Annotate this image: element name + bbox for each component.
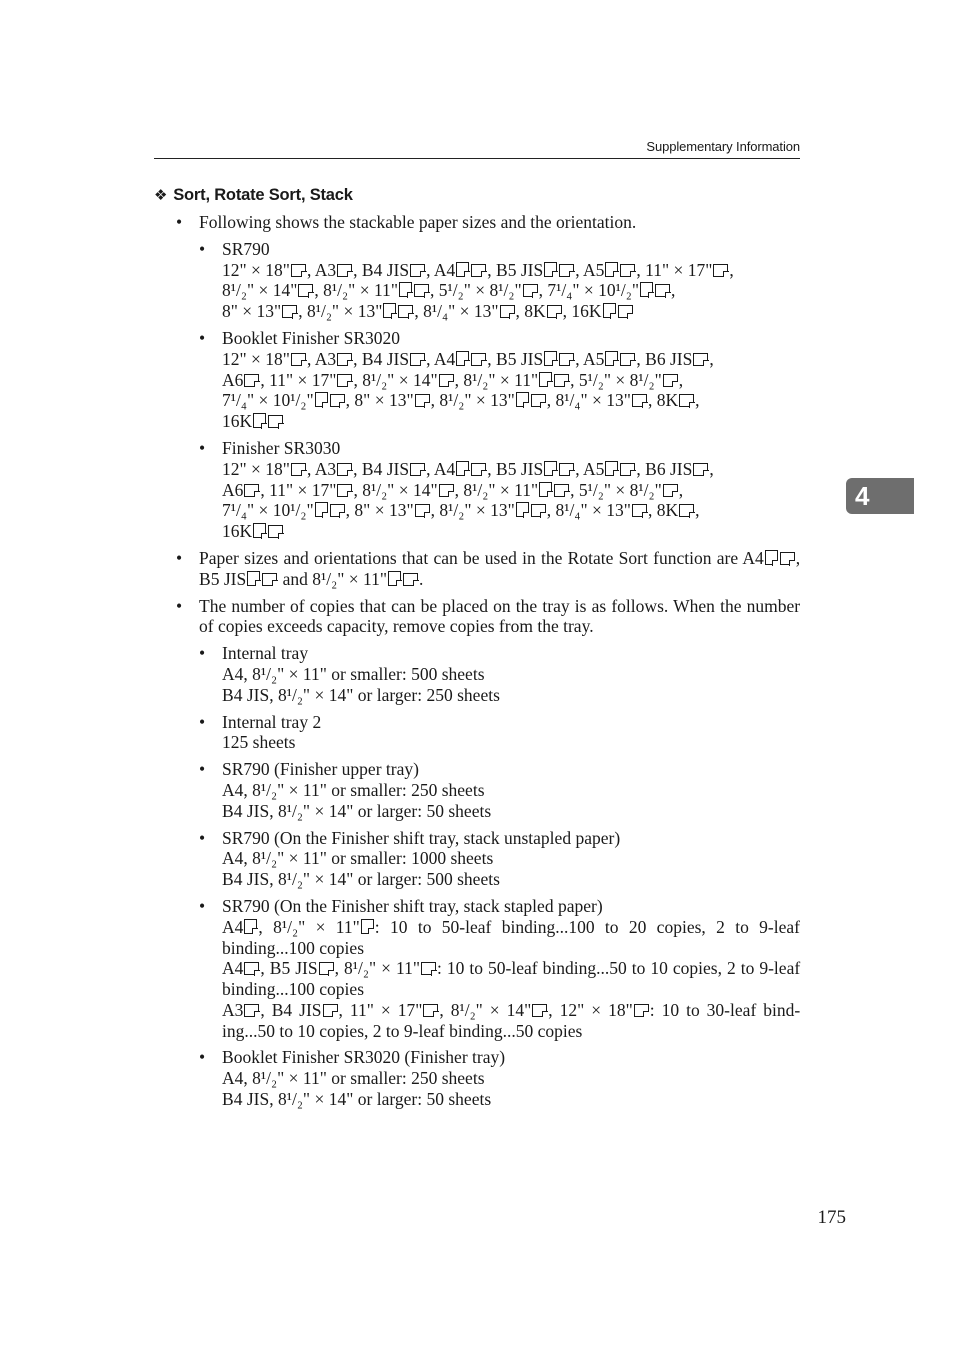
landscape-orientation-icon <box>414 284 429 297</box>
landscape-orientation-icon <box>620 264 635 277</box>
landscape-orientation-icon <box>632 394 647 407</box>
landscape-orientation-icon <box>531 394 546 407</box>
landscape-orientation-icon <box>693 353 708 366</box>
bullet-text: The number of copies that can be placed on the tray is as follows. When the number of copies exceeds capacity, remove copies from the tray. <box>199 595 801 637</box>
sub-bullet-line: 12" × 18" , A3 , B4 JIS , A4 , B5 JIS , A5 , B6 JIS , <box>222 458 714 479</box>
bullet-dot-icon: • <box>199 711 206 732</box>
landscape-orientation-icon <box>523 284 538 297</box>
portrait-orientation-icon <box>456 461 469 476</box>
portrait-orientation-icon <box>383 303 396 318</box>
landscape-orientation-icon <box>291 353 306 366</box>
portrait-orientation-icon <box>539 372 552 387</box>
landscape-orientation-icon <box>282 305 297 318</box>
landscape-orientation-icon <box>337 374 352 387</box>
landscape-orientation-icon <box>268 525 283 538</box>
landscape-orientation-icon <box>291 463 306 476</box>
landscape-orientation-icon <box>554 484 569 497</box>
sub-bullet-line: B4 JIS, 8¹/₂" × 14" or larger: 250 sheets <box>222 684 500 705</box>
sub-bullet-line: 125 sheets <box>222 732 296 753</box>
sub-bullet-item <box>199 438 800 542</box>
portrait-orientation-icon <box>388 571 401 586</box>
landscape-orientation-icon <box>531 504 546 517</box>
sub-bullet-line: A4, 8¹/₂" × 11" or smaller: 250 sheets <box>222 1068 485 1089</box>
portrait-orientation-icon <box>605 461 618 476</box>
sub-bullet-title: Finisher SR3030 <box>222 437 341 458</box>
bullet-dot-icon: • <box>199 437 206 458</box>
landscape-orientation-icon <box>403 573 418 586</box>
bullet-dot-icon: • <box>199 238 206 259</box>
portrait-orientation-icon <box>605 351 618 366</box>
sub-bullet-line: A4, 8¹/₂" × 11" or smaller: 1000 sheets <box>222 848 494 869</box>
sub-bullet-line: 7¹/₄" × 10¹/₂" , 8" × 13" , 8¹/₂" × 13" , 8¹/₄" × 13" , 8K , <box>222 390 700 411</box>
bullet-dot-icon: • <box>176 595 183 616</box>
portrait-orientation-icon <box>456 262 469 277</box>
landscape-orientation-icon <box>421 962 436 975</box>
portrait-orientation-icon <box>315 392 328 407</box>
bullet-dot-icon: • <box>199 327 206 348</box>
section-title-text: Sort, Rotate Sort, Stack <box>173 186 353 204</box>
sub-bullet-line: 12" × 18" , A3 , B4 JIS , A4 , B5 JIS , A5 , B6 JIS , <box>222 348 714 369</box>
landscape-orientation-icon <box>663 374 678 387</box>
portrait-orientation-icon <box>456 351 469 366</box>
landscape-orientation-icon <box>620 463 635 476</box>
bullet-dot-icon: • <box>176 547 183 568</box>
bullet-dot-icon: • <box>199 759 206 780</box>
bullet-dot-icon: • <box>199 643 206 664</box>
sub-bullet-paragraph: A3 , B4 JIS , 11" × 17" , 8¹/₂" × 14" , 12" × 18" : 10 to 30-leaf bind-ing...50 to 10 copies, 2 to 9-leaf binding...50 copies <box>222 999 801 1041</box>
landscape-orientation-icon <box>262 573 277 586</box>
portrait-orientation-icon <box>640 282 653 297</box>
bullet-dot-icon: • <box>199 1047 206 1068</box>
portrait-orientation-icon <box>247 571 260 586</box>
portrait-orientation-icon <box>516 392 529 407</box>
sub-bullet-line: 16K <box>222 411 800 432</box>
section-title <box>154 186 353 205</box>
bullet-item <box>176 548 800 590</box>
landscape-orientation-icon <box>415 394 430 407</box>
sub-bullet-paragraph: A4 , 8¹/₂" × 11" : 10 to 50-leaf binding...100 to 20 copies, 2 to 9-leaf binding...100 copies <box>222 916 800 958</box>
portrait-orientation-icon <box>605 262 618 277</box>
portrait-orientation-icon <box>544 351 557 366</box>
sub-bullet-item <box>199 896 800 1042</box>
sub-bullet-line: A4, 8¹/₂" × 11" or smaller: 500 sheets <box>222 663 485 684</box>
landscape-orientation-icon <box>618 305 633 318</box>
landscape-orientation-icon <box>330 394 345 407</box>
portrait-orientation-icon <box>244 919 257 934</box>
landscape-orientation-icon <box>423 1004 438 1017</box>
landscape-orientation-icon <box>337 264 352 277</box>
landscape-orientation-icon <box>471 264 486 277</box>
landscape-orientation-icon <box>679 394 694 407</box>
sub-bullet-line: 12" × 18" , A3 , B4 JIS , A4 , B5 JIS , A5 , 11" × 17" , <box>222 259 734 280</box>
sub-bullet-item <box>199 643 800 705</box>
landscape-orientation-icon <box>532 1004 547 1017</box>
portrait-orientation-icon <box>315 502 328 517</box>
landscape-orientation-icon <box>471 353 486 366</box>
landscape-orientation-icon <box>398 305 413 318</box>
portrait-orientation-icon <box>361 919 374 934</box>
landscape-orientation-icon <box>337 463 352 476</box>
sub-bullet-item <box>199 328 800 432</box>
landscape-orientation-icon <box>244 374 259 387</box>
sub-bullet-item <box>199 712 800 754</box>
sub-bullet-title: SR790 (On the Finisher shift tray, stack stapled paper) <box>222 895 603 916</box>
landscape-orientation-icon <box>410 353 425 366</box>
landscape-orientation-icon <box>439 374 454 387</box>
sub-bullet-item <box>199 1047 800 1109</box>
landscape-orientation-icon <box>620 353 635 366</box>
landscape-orientation-icon <box>410 264 425 277</box>
landscape-orientation-icon <box>337 484 352 497</box>
landscape-orientation-icon <box>298 284 313 297</box>
landscape-orientation-icon <box>319 962 334 975</box>
landscape-orientation-icon <box>500 305 515 318</box>
sub-bullet-title: SR790 (On the Finisher shift tray, stack unstapled paper) <box>222 827 621 848</box>
landscape-orientation-icon <box>268 415 283 428</box>
header-rule <box>154 158 800 159</box>
portrait-orientation-icon <box>544 262 557 277</box>
diamond-bullet-icon: ❖ <box>154 187 168 204</box>
sub-bullet-line: B4 JIS, 8¹/₂" × 14" or larger: 50 sheets <box>222 800 492 821</box>
portrait-orientation-icon <box>539 482 552 497</box>
sub-bullet-line: 8¹/₂" × 14" , 8¹/₂" × 11" , 5¹/₂" × 8¹/₂" , 7¹/₄" × 10¹/₂" , <box>222 280 676 301</box>
landscape-orientation-icon <box>559 353 574 366</box>
portrait-orientation-icon <box>399 282 412 297</box>
landscape-orientation-icon <box>291 264 306 277</box>
running-header: Supplementary Information <box>646 139 800 154</box>
bullet-text: Paper sizes and orientations that can be used in the Rotate Sort function are A4 , B5 JIS and 8¹/₂" × 11" . <box>199 547 801 589</box>
landscape-orientation-icon <box>323 1004 338 1017</box>
sub-bullet-line: A4, 8¹/₂" × 11" or smaller: 250 sheets <box>222 779 485 800</box>
portrait-orientation-icon <box>253 413 266 428</box>
landscape-orientation-icon <box>439 484 454 497</box>
bullet-item <box>176 212 800 542</box>
landscape-orientation-icon <box>632 504 647 517</box>
landscape-orientation-icon <box>244 1004 259 1017</box>
sub-bullet-line: 16K <box>222 521 800 542</box>
landscape-orientation-icon <box>330 504 345 517</box>
landscape-orientation-icon <box>471 463 486 476</box>
landscape-orientation-icon <box>663 484 678 497</box>
landscape-orientation-icon <box>554 374 569 387</box>
sub-bullet-item <box>199 239 800 322</box>
sub-bullet-paragraph: A4 , B5 JIS , 8¹/₂" × 11" : 10 to 50-leaf binding...50 to 10 copies, 2 to 9-leaf binding...100 copies <box>222 958 801 1000</box>
sub-bullet-title: SR790 (Finisher upper tray) <box>222 759 419 780</box>
bullet-item <box>176 596 800 1110</box>
portrait-orientation-icon <box>603 303 616 318</box>
chapter-tab: 4 <box>846 478 914 514</box>
portrait-orientation-icon <box>253 523 266 538</box>
landscape-orientation-icon <box>679 504 694 517</box>
sub-bullet-title: Internal tray 2 <box>222 711 322 732</box>
landscape-orientation-icon <box>337 353 352 366</box>
landscape-orientation-icon <box>415 504 430 517</box>
landscape-orientation-icon <box>244 962 259 975</box>
sub-bullet-line: B4 JIS, 8¹/₂" × 14" or larger: 500 sheets <box>222 869 500 890</box>
sub-bullet-title: Booklet Finisher SR3020 <box>222 327 401 348</box>
landscape-orientation-icon <box>559 463 574 476</box>
sub-bullet-line: 8" × 13" , 8¹/₂" × 13" , 8¹/₄" × 13" , 8K , 16K <box>222 301 800 322</box>
sub-bullet-title: SR790 <box>222 238 270 259</box>
landscape-orientation-icon <box>244 484 259 497</box>
landscape-orientation-icon <box>693 463 708 476</box>
landscape-orientation-icon <box>634 1004 649 1017</box>
landscape-orientation-icon <box>780 552 795 565</box>
sub-bullet-line: A6 , 11" × 17" , 8¹/₂" × 14" , 8¹/₂" × 11" , 5¹/₂" × 8¹/₂" , <box>222 479 684 500</box>
bullet-dot-icon: • <box>199 895 206 916</box>
sub-bullet-item <box>199 759 800 821</box>
body-content <box>176 212 800 1116</box>
portrait-orientation-icon <box>765 550 778 565</box>
bullet-text: Following shows the stackable paper sizes and the orientation. <box>199 212 637 232</box>
sub-bullet-title: Internal tray <box>222 643 309 664</box>
sub-bullet-line: 7¹/₄" × 10¹/₂" , 8" × 13" , 8¹/₂" × 13" , 8¹/₄" × 13" , 8K , <box>222 500 700 521</box>
bullet-dot-icon: • <box>176 212 183 232</box>
landscape-orientation-icon <box>655 284 670 297</box>
landscape-orientation-icon <box>559 264 574 277</box>
landscape-orientation-icon <box>410 463 425 476</box>
sub-bullet-line: B4 JIS, 8¹/₂" × 14" or larger: 50 sheets <box>222 1089 492 1110</box>
sub-bullet-item <box>199 828 800 890</box>
portrait-orientation-icon <box>544 461 557 476</box>
bullet-dot-icon: • <box>199 827 206 848</box>
landscape-orientation-icon <box>547 305 562 318</box>
sub-bullet-line: A6 , 11" × 17" , 8¹/₂" × 14" , 8¹/₂" × 11" , 5¹/₂" × 8¹/₂" , <box>222 369 684 390</box>
portrait-orientation-icon <box>516 502 529 517</box>
landscape-orientation-icon <box>713 264 728 277</box>
sub-bullet-title: Booklet Finisher SR3020 (Finisher tray) <box>222 1047 506 1068</box>
page-number: 175 <box>817 1207 846 1228</box>
